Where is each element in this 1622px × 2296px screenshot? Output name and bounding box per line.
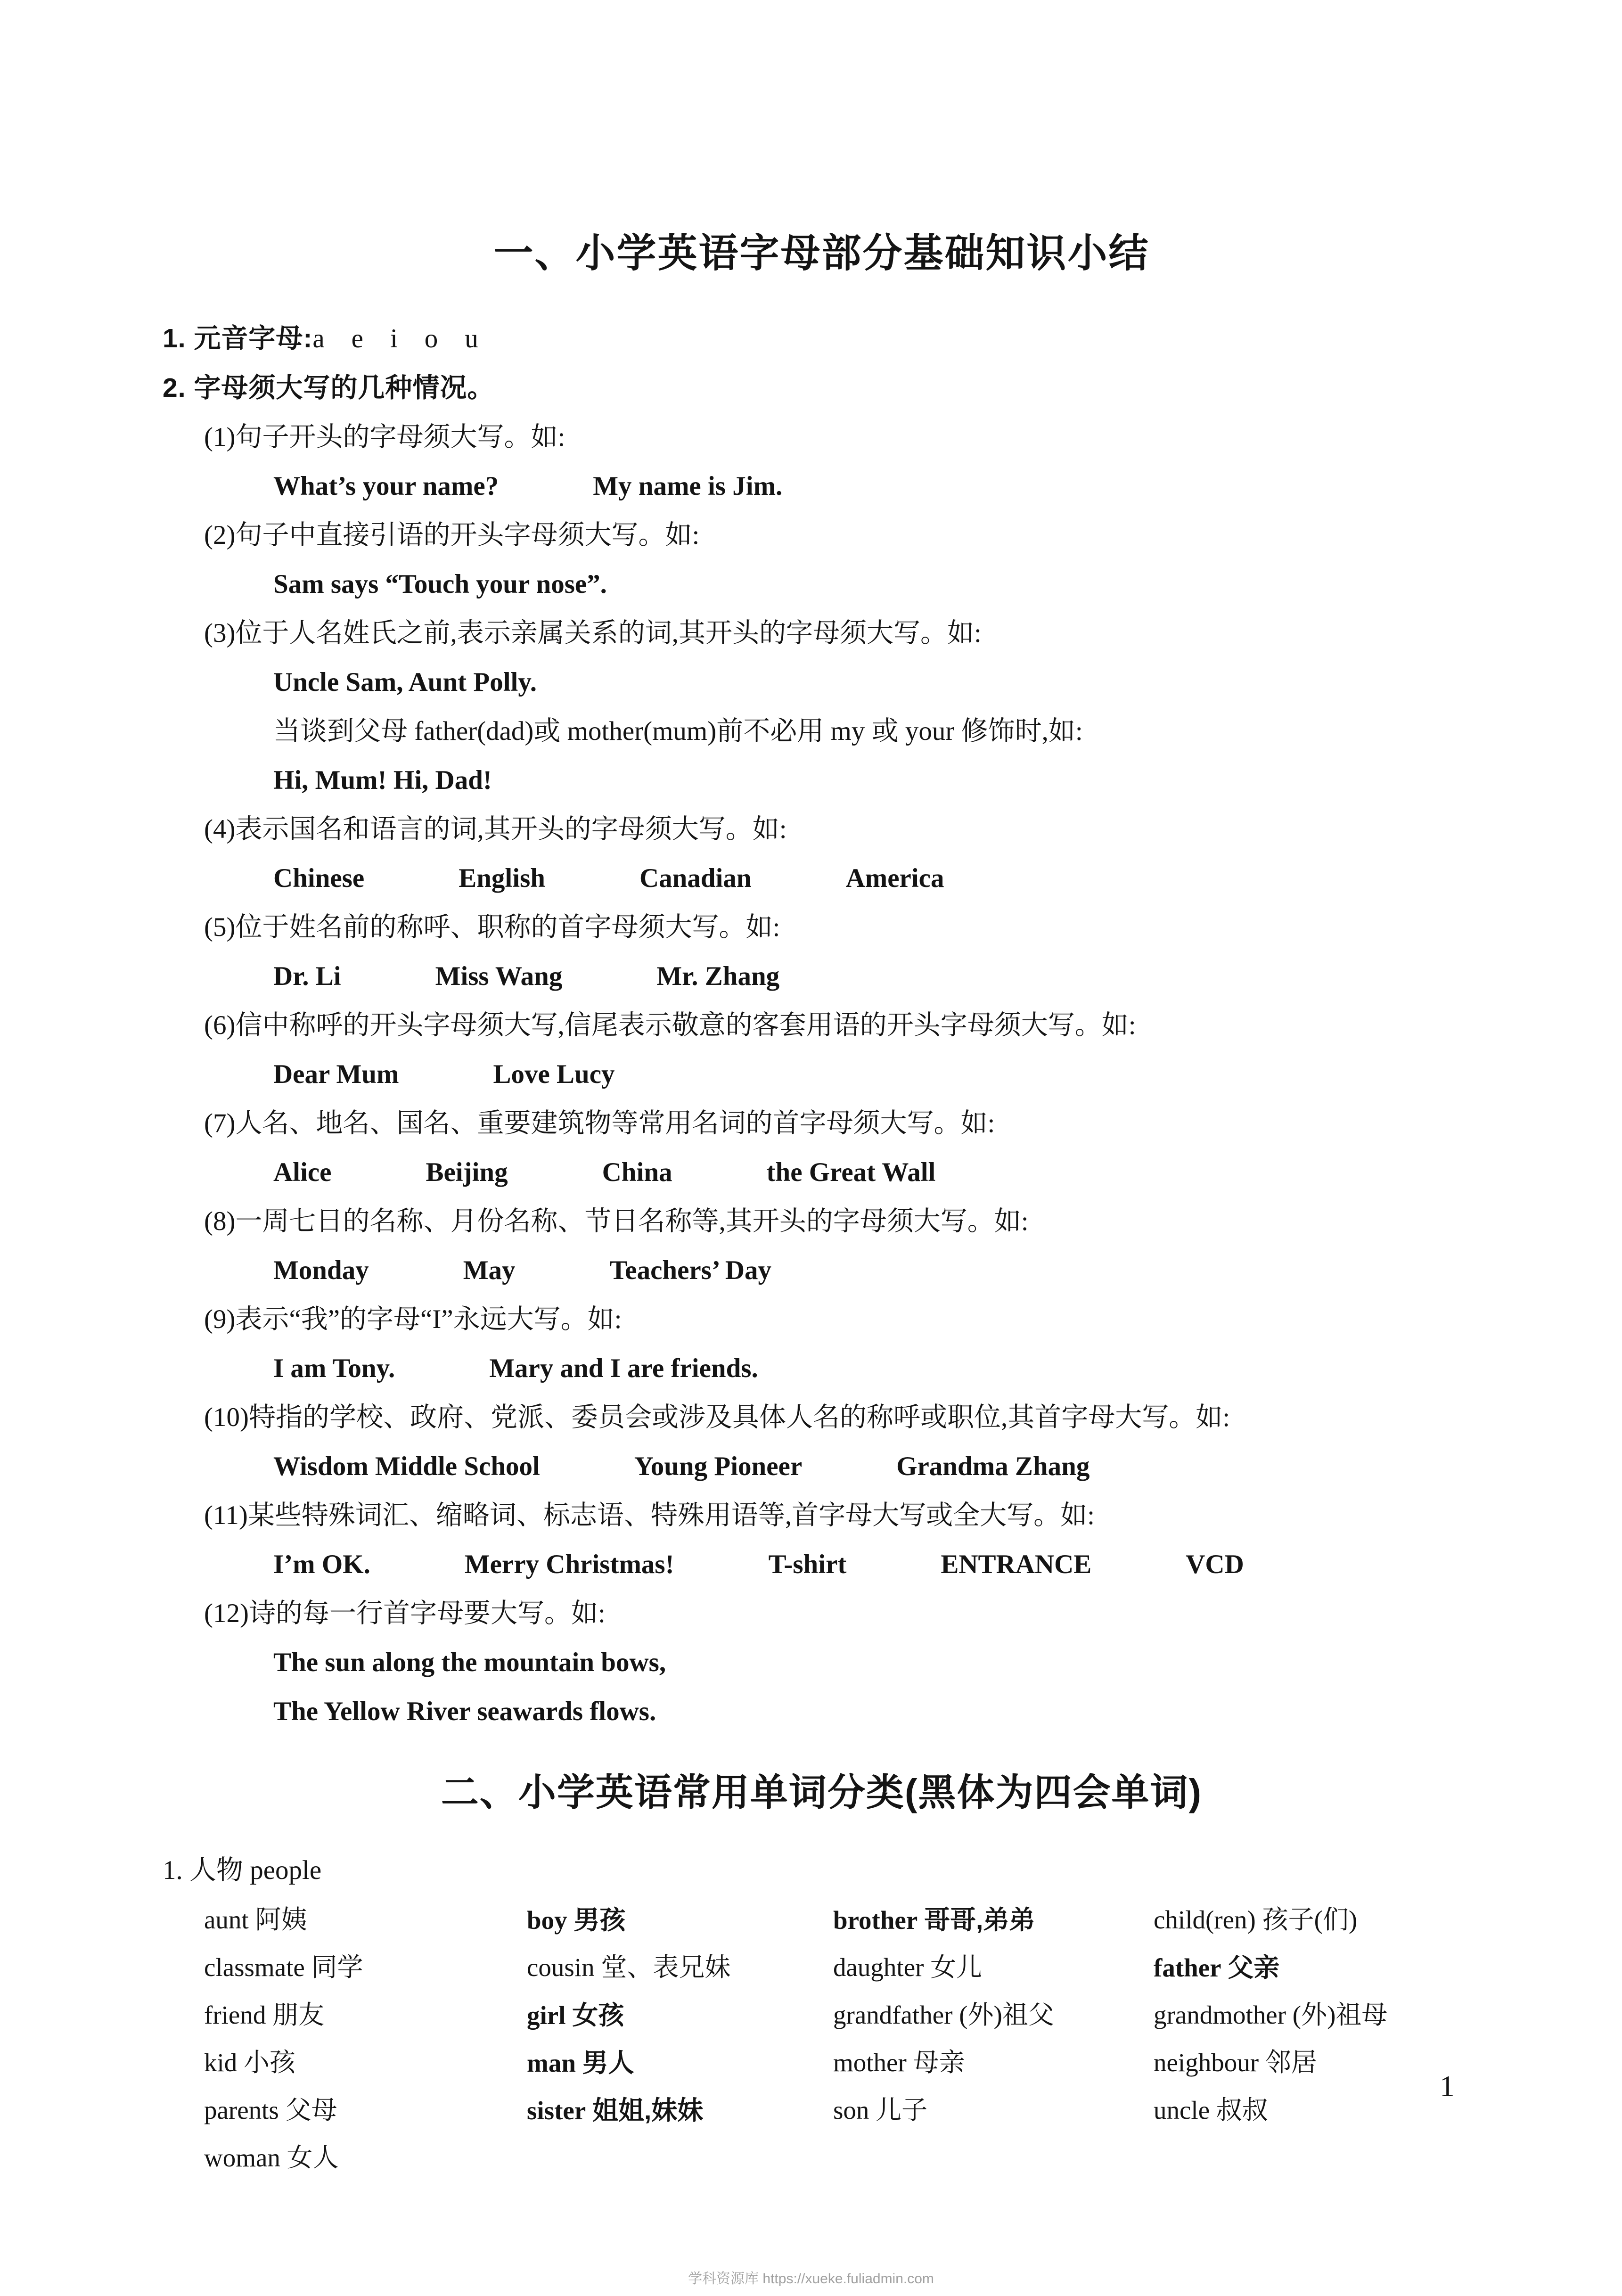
vocab-gloss: 父亲 (1228, 1953, 1280, 1982)
vocab-entry (833, 1896, 1154, 1944)
example-text: Mary and I are friends. (489, 1353, 758, 1383)
example-text: Sam says “Touch your nose”. (273, 569, 607, 599)
example-line (273, 756, 1481, 805)
vocab-word: grandfather (833, 2001, 953, 2029)
numbered-rule-line: (6)信中称呼的开头字母须大写,信尾表示敬意的客套用语的开头字母须大写。如: (204, 1010, 1136, 1040)
example-line (273, 1687, 1481, 1736)
numbered-rule-line: (4)表示国名和语言的词,其开头的字母须大写。如: (204, 814, 787, 844)
vocab-gloss: 母亲 (913, 2048, 965, 2077)
example-text: America (845, 863, 944, 893)
vocab-gloss: 哥哥,弟弟 (924, 1905, 1035, 1935)
page-number: 1 (1440, 2069, 1455, 2103)
vocab-word: son (833, 2096, 869, 2124)
example-line (273, 1442, 1481, 1491)
numbered-rule-line: (5)位于姓名前的称呼、职称的首字母须大写。如: (204, 912, 780, 942)
vocab-word-grid (204, 1896, 1481, 2181)
vocab-word: neighbour (1154, 2048, 1259, 2077)
numbered-rule-line: (9)表示“我”的字母“I”永远大写。如: (204, 1304, 622, 1334)
vocab-word: girl (527, 2001, 566, 2030)
numbered-rule-line: (11)某些特殊词汇、缩略词、标志语、特殊用语等,首字母大写或全大写。如: (204, 1501, 1095, 1530)
vocab-word: kid (204, 2048, 238, 2077)
example-line (273, 462, 1481, 511)
example-text: Dr. Li (273, 961, 341, 991)
vocab-entry (204, 1896, 527, 1944)
vocab-gloss: (外)祖母 (1292, 2001, 1388, 2029)
example-line (273, 1344, 1481, 1393)
vocab-entry (527, 1992, 833, 2039)
vocab-entry (833, 1992, 1154, 2039)
example-text: Grandma Zhang (896, 1451, 1090, 1481)
vocab-gloss: 父母 (285, 2096, 337, 2124)
example-line (273, 658, 1481, 707)
rule-note-line: 当谈到父母 father(dad)或 mother(mum)前不必用 my 或 your 修饰时,如: (273, 716, 1083, 746)
example-text: Merry Christmas! (464, 1550, 674, 1579)
vocab-entry (204, 2039, 527, 2087)
vocab-gloss: 男人 (582, 2048, 634, 2077)
example-text: ENTRANCE (941, 1550, 1092, 1579)
vocab-entry (833, 2087, 1154, 2134)
section2-title: 二、小学英语常用单词分类(黑体为四会单词) (441, 1771, 1203, 1813)
example-line (273, 1148, 1481, 1197)
vocab-word: daughter (833, 1953, 924, 1982)
vocab-word: aunt (204, 1905, 249, 1934)
rule-heading-line (163, 363, 1481, 413)
vocab-entry (1154, 1944, 1481, 1992)
vocab-gloss: 叔叔 (1216, 2096, 1268, 2124)
vowel-letters-text: a e i o u (312, 324, 478, 353)
vocab-entry (527, 1896, 833, 1944)
vocab-word: child(ren) (1154, 1905, 1256, 1934)
vocab-entry (204, 1944, 527, 1992)
section1-body (163, 314, 1481, 1736)
numbered-rule-line: (10)特指的学校、政府、党派、委员会或涉及具体人名的称呼或职位,其首字母大写。如: (204, 1402, 1230, 1432)
example-text: Teachers’ Day (609, 1255, 772, 1285)
vocab-gloss: 朋友 (272, 2001, 325, 2029)
example-text: Wisdom Middle School (273, 1451, 540, 1481)
example-text: Young Pioneer (634, 1451, 803, 1481)
vocab-word: friend (204, 2001, 266, 2029)
example-text: Alice (273, 1157, 332, 1187)
vocab-word: boy (527, 1906, 567, 1935)
example-line (273, 1050, 1481, 1099)
example-line (273, 560, 1481, 609)
example-line (273, 1540, 1481, 1589)
numbered-rule-line: (2)句子中直接引语的开头字母须大写。如: (204, 520, 700, 550)
vocab-gloss: 孩子(们) (1262, 1905, 1358, 1934)
example-text: Chinese (273, 863, 365, 893)
vocab-word: classmate (204, 1953, 305, 1982)
example-text: The Yellow River seawards flows. (273, 1697, 656, 1726)
example-line (273, 952, 1481, 1001)
numbered-rule-line: (1)句子开头的字母须大写。如: (204, 422, 565, 452)
vocab-entry (204, 1992, 527, 2039)
example-text: I am Tony. (273, 1353, 395, 1383)
example-text: May (463, 1255, 516, 1285)
section1-title: 一、小学英语字母部分基础知识小结 (493, 231, 1150, 275)
vocab-entry (527, 1944, 833, 1992)
example-text: Mr. Zhang (656, 961, 780, 991)
example-text: Monday (273, 1255, 369, 1285)
vocab-entry (1154, 1896, 1481, 1944)
numbered-rule-line: (12)诗的每一行首字母要大写。如: (204, 1599, 606, 1628)
example-text: VCD (1186, 1550, 1244, 1579)
vocab-word: sister (527, 2096, 586, 2125)
example-text: Love Lucy (493, 1059, 615, 1089)
vocab-word: parents (204, 2096, 279, 2124)
vocab-entry (833, 1944, 1154, 1992)
vocab-word: man (527, 2049, 576, 2077)
example-text: T-shirt (768, 1550, 847, 1579)
example-text: Beijing (426, 1157, 508, 1187)
example-text: What’s your name? (273, 471, 499, 501)
vocab-word: grandmother (1154, 2001, 1286, 2029)
vocab-word: cousin (527, 1953, 595, 1982)
vocab-entry (1154, 2039, 1481, 2087)
example-text: The sun along the mountain bows, (273, 1648, 666, 1677)
vocab-entry (833, 2039, 1154, 2087)
vocab-entry (204, 2134, 527, 2181)
vocab-gloss: 女人 (287, 2143, 339, 2172)
numbered-rule-line: (7)人名、地名、国名、重要建筑物等常用名词的首字母须大写。如: (204, 1108, 995, 1138)
footer-watermark: 学科资源库 https://xueke.fuliadmin.com (688, 2271, 934, 2287)
vocab-gloss: 阿姨 (255, 1905, 307, 1934)
vocab-word: brother (833, 1906, 918, 1935)
vocab-word: woman (204, 2143, 280, 2172)
vocab-entry (1154, 1992, 1481, 2039)
vocab-entry (1154, 2087, 1481, 2134)
example-text: Canadian (639, 863, 752, 893)
vocab-gloss: 女儿 (930, 1953, 983, 1982)
example-text: English (459, 863, 545, 893)
example-text: China (602, 1157, 672, 1187)
vocab-gloss: 姐姐,妹妹 (592, 2096, 704, 2125)
vocab-gloss: (外)祖父 (959, 2001, 1054, 2029)
vocab-gloss: 儿子 (876, 2096, 928, 2124)
vocab-entry (527, 2039, 833, 2087)
vocab-entry (527, 2087, 833, 2134)
example-text: Dear Mum (273, 1059, 399, 1089)
example-text: the Great Wall (766, 1157, 936, 1187)
example-line (273, 1246, 1481, 1295)
example-line (273, 1638, 1481, 1687)
vocab-gloss: 小孩 (244, 2048, 296, 2077)
rule-heading-text: 2. 字母须大写的几种情况。 (163, 373, 495, 403)
numbered-rule-line: (3)位于人名姓氏之前,表示亲属关系的词,其开头的字母须大写。如: (204, 618, 982, 648)
example-text: I’m OK. (273, 1550, 370, 1579)
example-text: Miss Wang (435, 961, 563, 991)
example-text: Uncle Sam, Aunt Polly. (273, 667, 537, 697)
vocab-gloss: 同学 (311, 1953, 363, 1982)
vocab-category-heading: 1. 人物 people (163, 1855, 322, 1885)
numbered-rule-line: (8)一周七日的名称、月份名称、节日名称等,其开头的字母须大写。如: (204, 1206, 1029, 1236)
vocab-gloss: 堂、表兄妹 (601, 1953, 731, 1982)
vocab-word: father (1154, 1953, 1221, 1982)
vocab-gloss: 邻居 (1265, 2048, 1317, 2077)
vocab-entry (204, 2087, 527, 2134)
example-text: Hi, Mum! Hi, Dad! (273, 765, 492, 795)
vocab-word: uncle (1154, 2096, 1210, 2124)
vocab-word: mother (833, 2048, 907, 2077)
example-text: My name is Jim. (593, 471, 783, 501)
example-line (273, 854, 1481, 903)
rule-heading-line (163, 314, 1481, 363)
rule-heading-text: 1. 元音字母: (163, 323, 313, 353)
vocab-gloss: 女孩 (572, 2001, 624, 2030)
vocab-gloss: 男孩 (573, 1905, 626, 1935)
